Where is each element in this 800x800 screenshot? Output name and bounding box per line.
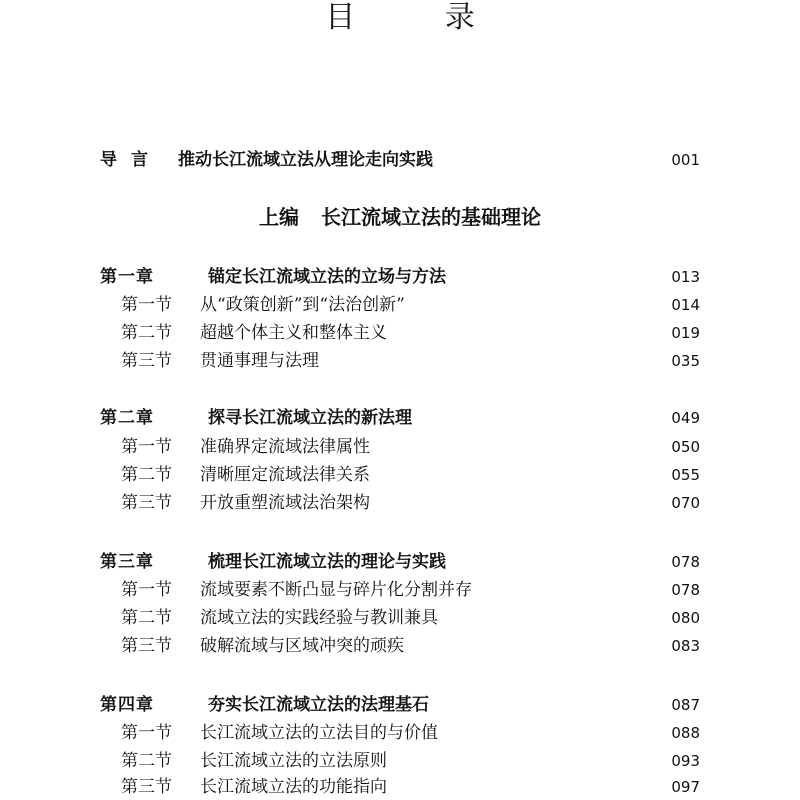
section-title: 准确界定流域法律属性 (200, 437, 370, 457)
section-page-number: 093 (671, 752, 700, 770)
chapter-label: 第四章 (100, 695, 154, 715)
toc-section[interactable] (0, 748, 800, 774)
section-page-number: 078 (671, 581, 700, 599)
toc-chapter-1[interactable] (0, 264, 800, 290)
toc-chapter-4[interactable] (0, 692, 800, 718)
section-label: 第三节 (121, 777, 172, 797)
section-title: 贯通事理与法理 (200, 351, 319, 371)
chapter-label: 第一章 (100, 267, 154, 287)
toc-section[interactable] (0, 462, 800, 488)
section-page-number: 050 (671, 438, 700, 456)
chapter-label: 第二章 (100, 408, 154, 428)
section-label: 第二节 (121, 608, 172, 628)
toc-section[interactable] (0, 605, 800, 631)
section-title: 长江流域立法的功能指向 (200, 777, 387, 797)
intro-label: 导言 (100, 150, 162, 170)
part-title: 长江流域立法的基础理论 (321, 205, 541, 229)
section-page-number: 080 (671, 609, 700, 627)
section-page-number: 019 (671, 324, 700, 342)
section-label: 第二节 (121, 323, 172, 343)
section-title: 从“政策创新”到“法治创新” (200, 295, 405, 315)
section-label: 第一节 (121, 295, 172, 315)
section-title: 清晰厘定流域法律关系 (200, 465, 370, 485)
section-page-number: 088 (671, 724, 700, 742)
toc-chapter-3[interactable] (0, 549, 800, 575)
toc-section[interactable] (0, 720, 800, 746)
section-label: 第一节 (121, 437, 172, 457)
section-label: 第三节 (121, 493, 172, 513)
part-heading (0, 202, 800, 232)
chapter-title: 锚定长江流域立法的立场与方法 (208, 267, 446, 287)
toc-intro-entry[interactable] (0, 147, 800, 173)
section-title: 长江流域立法的立法目的与价值 (200, 723, 438, 743)
section-title: 流域立法的实践经验与教训兼具 (200, 608, 438, 628)
section-label: 第二节 (121, 465, 172, 485)
intro-page-number: 001 (671, 151, 700, 169)
section-title: 超越个体主义和整体主义 (200, 323, 387, 343)
toc-section[interactable] (0, 320, 800, 346)
toc-section[interactable] (0, 633, 800, 659)
toc-section[interactable] (0, 577, 800, 603)
toc-section[interactable] (0, 434, 800, 460)
section-label: 第一节 (121, 723, 172, 743)
chapter-title: 夯实长江流域立法的法理基石 (208, 695, 429, 715)
toc-section[interactable] (0, 774, 800, 800)
section-label: 第三节 (121, 351, 172, 371)
section-page-number: 014 (671, 296, 700, 314)
section-label: 第二节 (121, 751, 172, 771)
toc-section[interactable] (0, 490, 800, 516)
section-title: 流域要素不断凸显与碎片化分割并存 (200, 580, 472, 600)
chapter-page-number: 087 (671, 696, 700, 714)
section-page-number: 083 (671, 637, 700, 655)
toc-section[interactable] (0, 348, 800, 374)
part-label: 上编 (259, 205, 299, 229)
section-label: 第三节 (121, 636, 172, 656)
section-label: 第一节 (121, 580, 172, 600)
toc-section[interactable] (0, 292, 800, 318)
section-title: 长江流域立法的立法原则 (200, 751, 387, 771)
chapter-label: 第三章 (100, 552, 154, 572)
chapter-page-number: 078 (671, 553, 700, 571)
chapter-page-number: 049 (671, 409, 700, 427)
section-page-number: 097 (671, 778, 700, 796)
toc-chapter-2[interactable] (0, 405, 800, 431)
intro-title: 推动长江流域立法从理论走向实践 (178, 150, 433, 170)
page-title: 目 录 (325, 0, 515, 35)
section-title: 破解流域与区域冲突的顽疾 (200, 636, 404, 656)
section-page-number: 055 (671, 466, 700, 484)
chapter-title: 探寻长江流域立法的新法理 (208, 408, 412, 428)
section-title: 开放重塑流域法治架构 (200, 493, 370, 513)
section-page-number: 070 (671, 494, 700, 512)
chapter-page-number: 013 (671, 268, 700, 286)
section-page-number: 035 (671, 352, 700, 370)
chapter-title: 梳理长江流域立法的理论与实践 (208, 552, 446, 572)
